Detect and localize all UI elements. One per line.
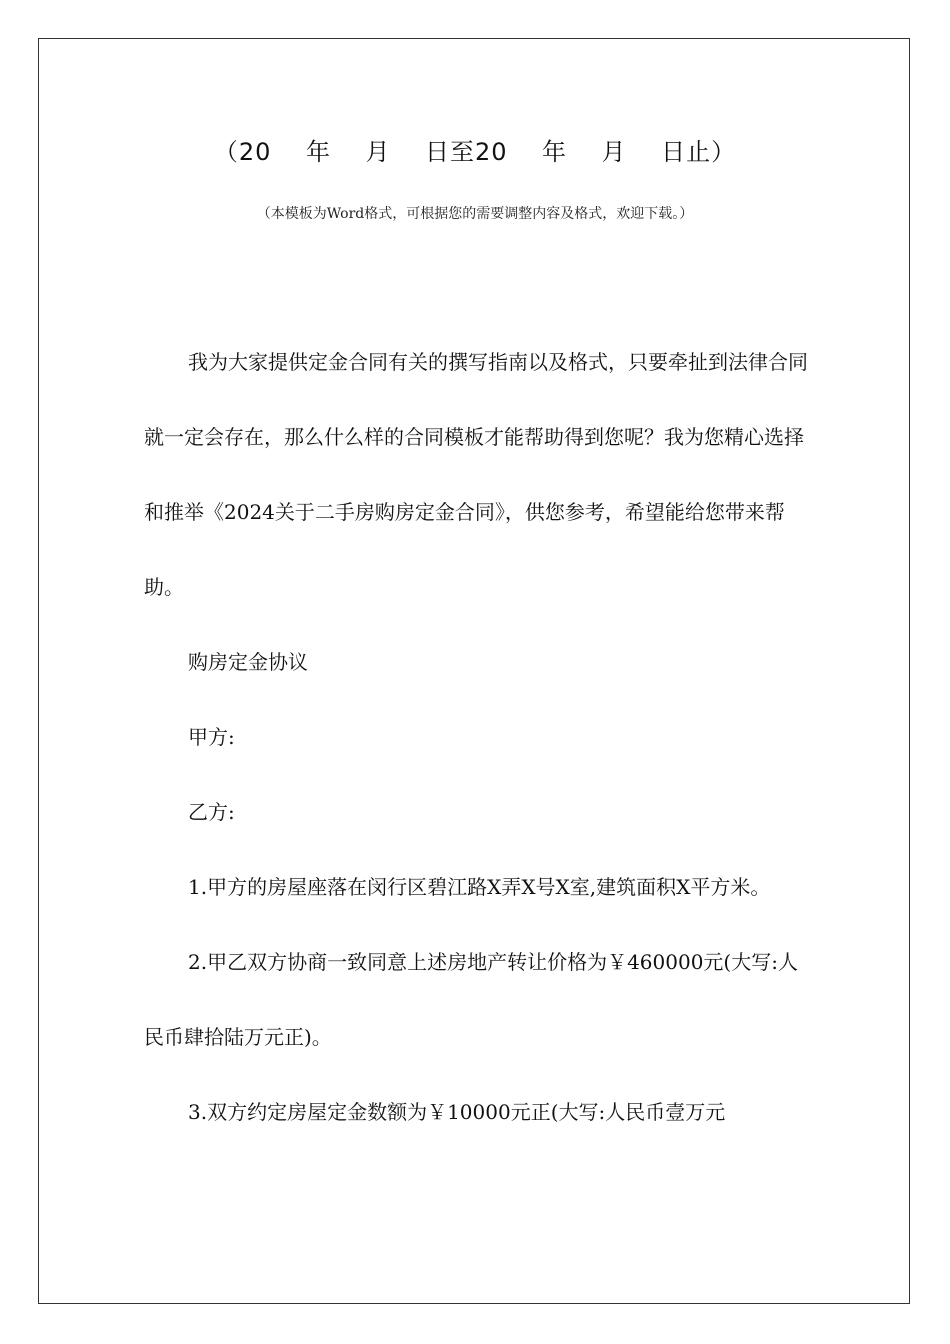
clause-2: 2.甲乙双方协商一致同意上述房地产转让价格为￥460000元(大写:人民币肆拾陆万元正)。 xyxy=(144,950,798,1049)
clause-1: 1.甲方的房屋座落在闵行区碧江路X弄X号X室,建筑面积X平方米。 xyxy=(188,875,771,899)
agreement-section xyxy=(144,625,809,1150)
intro-paragraph: 我为大家提供定金合同有关的撰写指南以及格式，只要牵扯到法律合同就一定会存在，那么什么样的合同模板才能帮助得到您呢？我为您精心选择和推举《2024关于二手房购房定金合同》，供您参考，希望能给您带来帮助。 xyxy=(144,350,808,599)
party-b-label: 乙方: xyxy=(188,800,235,824)
intro-section xyxy=(144,325,809,625)
agreement-title: 购房定金协议 xyxy=(188,650,308,674)
date-range-heading: （20 年 月 日至20 年 月 日止） xyxy=(213,138,737,166)
template-note: （本模板为Word格式，可根据您的需要调整内容及格式，欢迎下载。） xyxy=(256,206,694,222)
party-a-label: 甲方: xyxy=(188,725,235,749)
clause-3: 3.双方约定房屋定金数额为￥10000元正(大写:人民币壹万元 xyxy=(188,1100,726,1124)
